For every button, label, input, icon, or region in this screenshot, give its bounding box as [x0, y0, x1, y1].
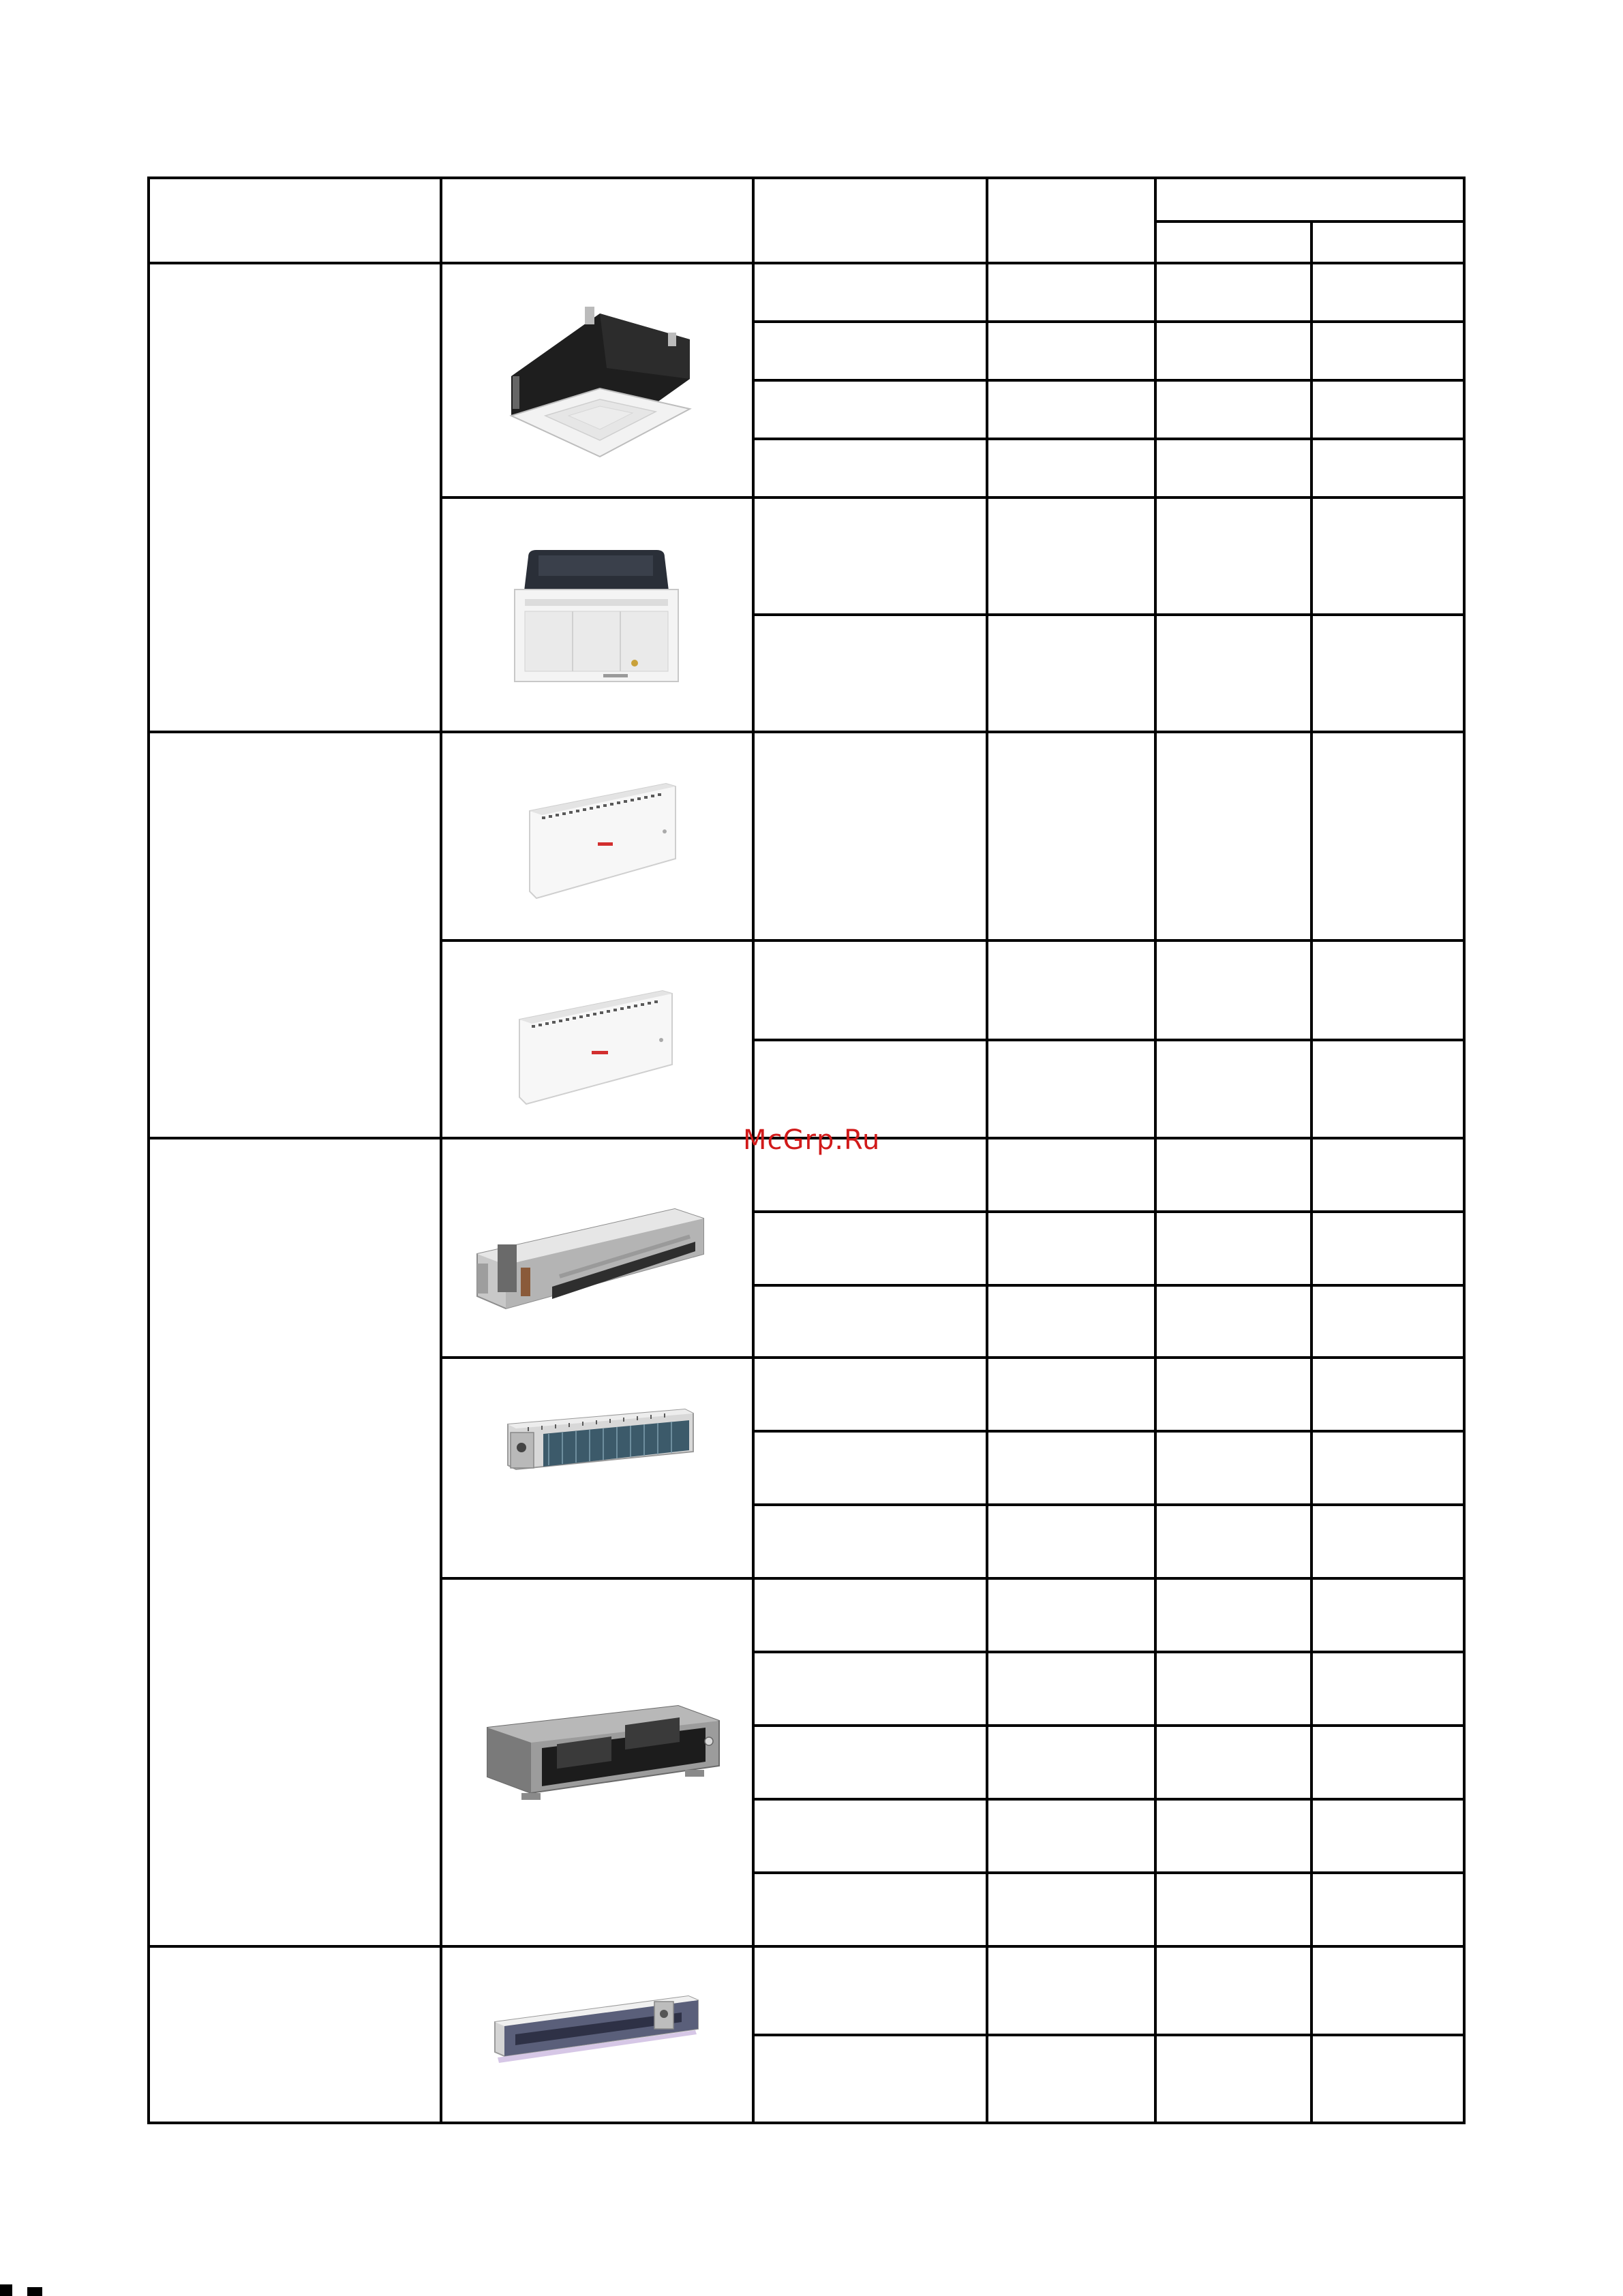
row-divider	[752, 379, 1466, 382]
group-divider	[147, 1945, 1466, 1948]
watermark: McGrp.Ru	[743, 1124, 881, 1156]
column-divider	[1310, 220, 1313, 2124]
column-divider	[986, 177, 988, 2124]
group-divider	[147, 731, 1466, 733]
duct-unit-high-static-icon	[481, 1700, 729, 1816]
floor-ceiling-unit-icon	[511, 981, 675, 1107]
row-divider	[752, 1503, 1466, 1506]
row-divider	[752, 1284, 1466, 1287]
duct-unit-open-icon	[470, 1199, 709, 1329]
table-left-border	[147, 177, 150, 2124]
table-right-border	[1463, 177, 1466, 2124]
row-divider	[752, 438, 1466, 440]
column-divider	[440, 177, 442, 2124]
page-corner-mark	[27, 2287, 42, 2296]
column-divider	[1154, 177, 1157, 2124]
table-bottom-border	[147, 2122, 1466, 2124]
page-corner-mark	[0, 2284, 12, 2296]
row-divider	[752, 1210, 1466, 1213]
row-divider	[752, 1651, 1466, 1653]
row-divider	[752, 1430, 1466, 1433]
four-way-cassette-compact-icon	[501, 549, 688, 685]
row-divider	[752, 613, 1466, 616]
row-divider	[752, 2034, 1466, 2036]
four-way-cassette-large-icon	[498, 300, 702, 463]
duct-unit-coil-icon	[501, 1404, 699, 1493]
row-divider	[752, 320, 1466, 323]
row-divider	[752, 1798, 1466, 1801]
row-divider	[752, 1871, 1466, 1874]
slim-duct-unit-icon	[484, 1987, 706, 2075]
row-divider	[752, 1039, 1466, 1041]
floor-ceiling-unit-icon	[521, 777, 678, 903]
table-top-border	[147, 177, 1466, 179]
header-bottom-border	[147, 262, 1466, 264]
row-divider	[752, 1724, 1466, 1727]
